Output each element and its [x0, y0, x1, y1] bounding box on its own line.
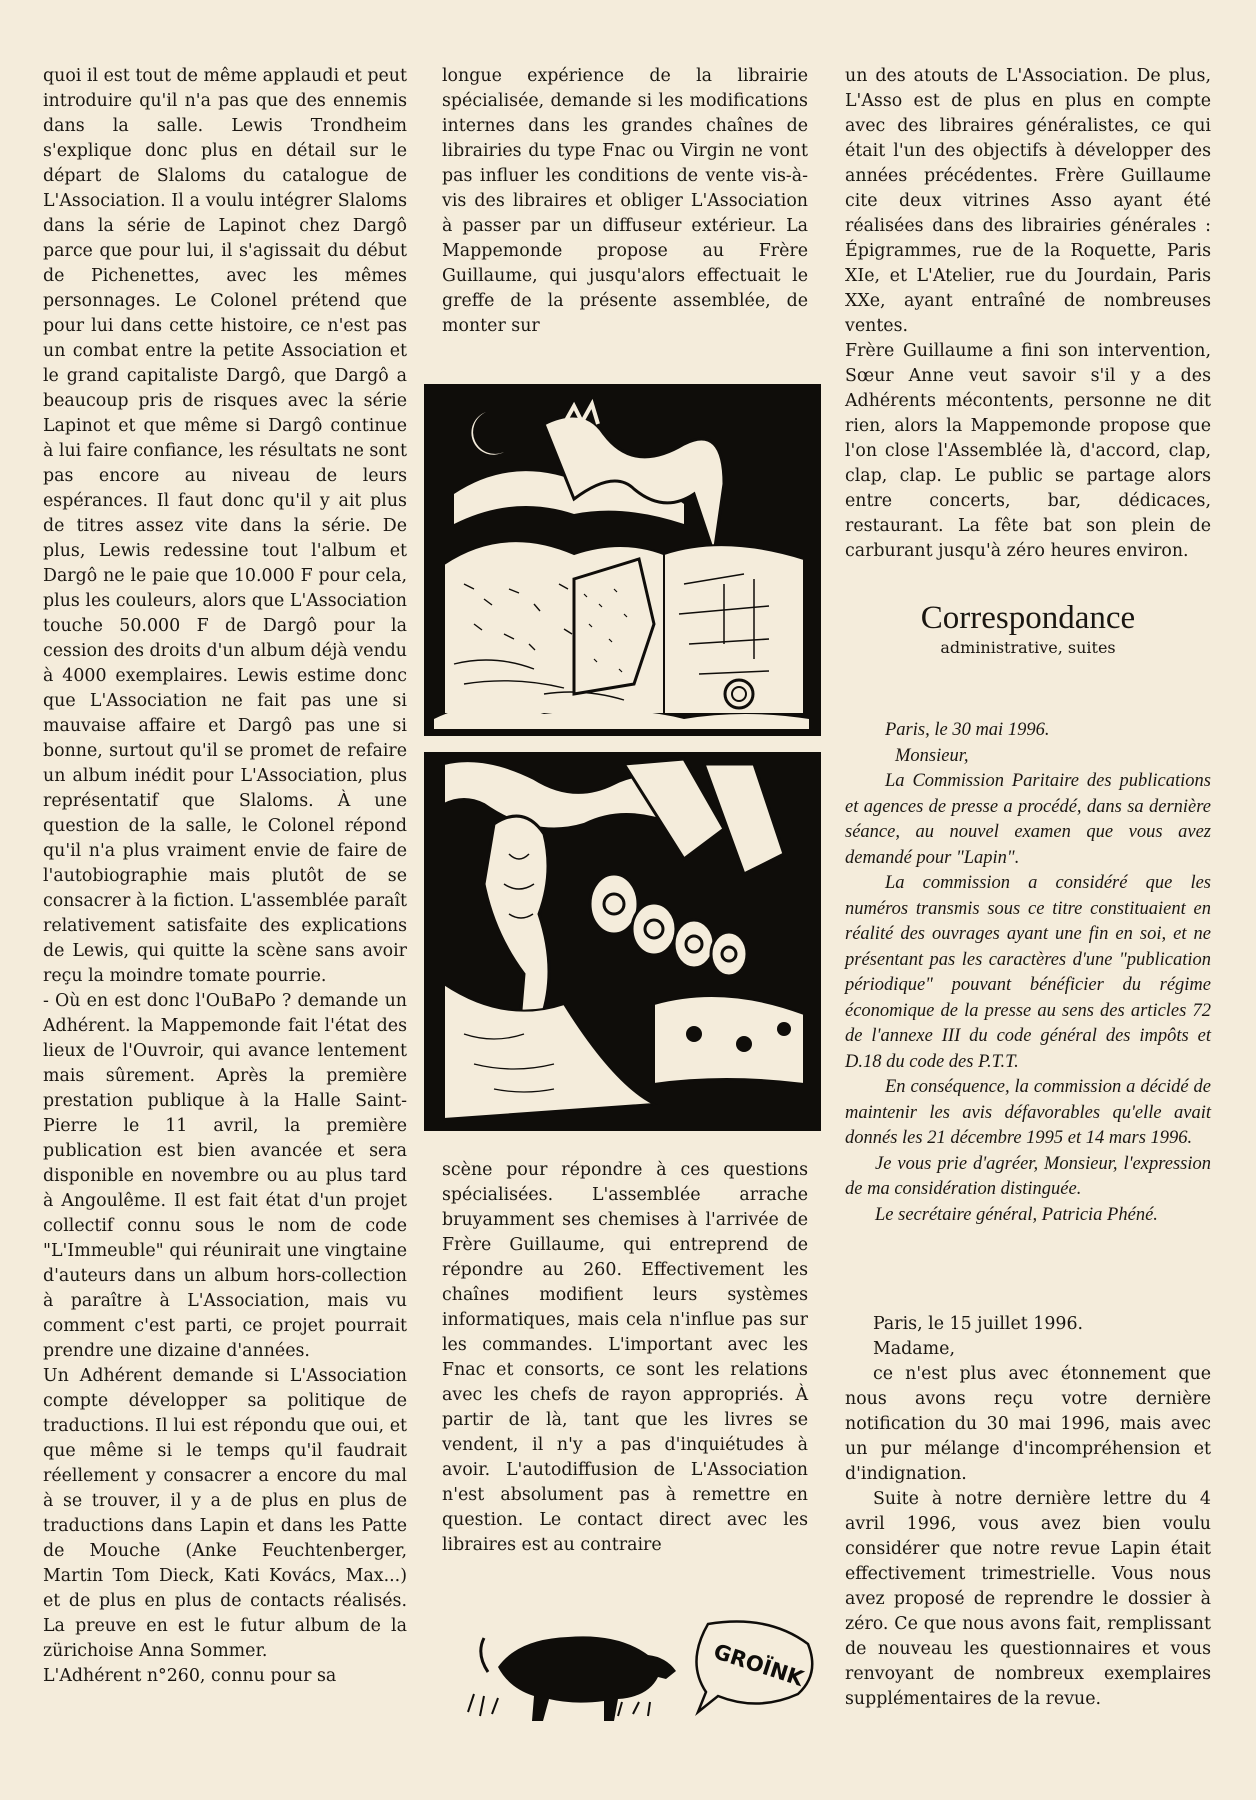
section-heading [845, 598, 1211, 658]
letter-signature: Le secrétaire général, Patricia Phéné. [875, 1204, 1158, 1225]
boar-illustration [458, 1612, 823, 1728]
letter-date: Paris, le 30 mai 1996. [885, 720, 1050, 740]
paragraph: quoi il est tout de même applaudi et peut introduire qu'il n'a pas que des ennemis dans la salle. Lewis Trondheim s'explique donc plus en détail sur le départ de Slaloms du catalogue de L'Association. Il a voulu intégrer Slaloms dans la série de Lapinot chez Dargô parce que pour lui, il s'agissait du début de Pichenettes, avec les mêmes personnages. Le Colonel prétend que pour lui dans cette histoire, ce n'est pas un combat entre la petite Association et le grand capitaliste Dargô, que Dargô a beaucoup pris de risques avec la série Lapinot et que même si Dargô continue à lui faire confiance, les résultats ne sont pas encore au niveau de leurs espérances. Il faut donc qu'il y ait plus de titres assez vite dans la série. De plus, Lewis redessine tout l'album et Dargô ne le paie que 10.000 F pour cela, plus les couleurs, alors que L'Association touche 50.000 F de Dargô pour la cession des droits d'un album déjà vendu à 4000 exemplaires. Lewis estime donc que L'Association ne fait pas une si mauvaise affaire et Dargô pas une si bonne, surtout qu'il se promet de refaire un album inédit pour L'Association, plus représentatif que Slaloms. À une question de la salle, le Colonel répond qu'il n'a plus vraiment envie de faire de l'autobiographie mais plutôt de se consacrer à la fiction. L'assemblée paraît relativement satisfaite des explications de Lewis, qui quitte la scène sans avoir reçu la moindre tomate pourrie. [43, 66, 407, 986]
column-1 [43, 64, 407, 1689]
groink-text: GROÏNK [710, 1639, 807, 1691]
letter-date: Paris, le 15 juillet 1996. [873, 1314, 1084, 1334]
column-3-top [845, 64, 1211, 564]
speech-bubble [696, 1622, 812, 1713]
paragraph: ce n'est plus avec étonnement que nous avons reçu votre dernière notification du 30 mai 1996, mais avec un pur mélange d'incompréhension et d'indignation. [845, 1364, 1211, 1484]
column-2-bottom [442, 1158, 808, 1558]
comic-illustration [424, 384, 821, 1131]
paragraph: En conséquence, la commission a décidé de maintenir les avis défavorables qu'elle avait donnés les 21 décembre 1995 et 14 mars 1996. [845, 1077, 1211, 1148]
letter-salutation: Madame, [873, 1339, 955, 1359]
paragraph: scène pour répondre à ces questions spécialisées. L'assemblée arrache bruyamment ses chemises à l'arrivée de Frère Guillaume, qui entreprend de répondre au 260. Effectivement les chaînes modifient leurs systèmes informatiques, mais cela n'influe pas sur les commandes. L'important avec les Fnac et consorts, ce sont les relations avec les chefs de rayon appropriés. À partir de là, tant que les livres se vendent, il n'y a pas d'inquiétudes à avoir. L'autodiffusion de L'Association n'est absolument pas à remettre en question. Le contact direct avec les libraires est au contraire [442, 1160, 808, 1555]
boar-icon [468, 1636, 676, 1721]
letter-salutation: Monsieur, [895, 745, 969, 766]
paragraph: Je vous prie d'agréer, Monsieur, l'expression de ma considération distinguée. [845, 1153, 1211, 1199]
paragraph: Frère Guillaume a fini son intervention, Sœur Anne veut savoir s'il y a des Adhérents mécontents, personne ne dit rien, alors la Mappemonde propose que l'on close l'Assemblée là, d'accord, clap, clap, clap. Le public se partage alors entre concerts, bar, dédicaces, restaurant. La fête bat son plein de carburant jusqu'à zéro heures environ. [845, 341, 1211, 561]
letter-1 [845, 718, 1211, 1228]
section-title: Correspondance [920, 600, 1136, 636]
paragraph: L'Adhérent n°260, connu pour sa [43, 1666, 337, 1686]
paragraph: longue expérience de la librairie spécialisée, demande si les modifications internes dans les grandes chaînes de librairies du type Fnac ou Virgin ne vont pas influer les conditions de vente vis-à-vis des libraires et obliger L'Association à passer par un diffuseur extérieur. La Mappemonde propose au Frère Guillaume, qui jusqu'alors effectuait le greffe de la présente assemblée, de monter sur [442, 66, 808, 336]
paragraph: La Commission Paritaire des publications et agences de presse a procédé, dans sa dernière séance, au nouvel examen que vous avez demandé pour "Lapin". [845, 771, 1211, 868]
paragraph: un des atouts de L'Association. De plus, L'Asso est de plus en plus en compte avec des libraires généralistes, ce qui était l'un des objectifs à développer des années précédentes. Frère Guillaume cite deux vitrines Asso ayant été réalisées dans des librairies générales : Épigrammes, rue de la Roquette, Paris XIe, et L'Atelier, rue du Jourdain, Paris XXe, ayant entraîné de nombreuses ventes. [845, 66, 1211, 336]
column-2-top [442, 64, 808, 339]
paragraph: Un Adhérent demande si L'Association compte développer sa politique de traductions. Il lui est répondu que oui, et que même si le temps qu'il faudrait réellement y consacrer a encore du mal à se trouver, il y a de plus en plus de traductions dans Lapin et dans les Patte de Mouche (Anke Feuchtenberger, Martin Tom Dieck, Kati Kovács, Max...) et de plus en plus de contacts réalisés. La preuve en est le futur album de la zürichoise Anna Sommer. [43, 1366, 407, 1661]
section-subtitle: administrative, suites [940, 638, 1116, 657]
paragraph: Suite à notre dernière lettre du 4 avril 1996, vous avez bien voulu considérer que notre revue Lapin était effectivement trimestrielle. Vous nous avez proposé de reprendre le dossier à zéro. Ce que nous avons fait, remplissant de nouveau les questionnaires et vous renvoyant de nombreux exemplaires supplémentaires de la revue. [845, 1489, 1211, 1709]
paragraph: - Où en est donc l'OuBaPo ? demande un Adhérent. la Mappemonde fait l'état des lieux de l'Ouvroir, qui avance lentement mais sûrement. Après la première prestation publique à la Halle Saint-Pierre le 11 avril, la première publication est bien avancée et sera disponible en novembre ou au plus tard à Angoulême. Il est fait état d'un projet collectif connu sous le nom de code "L'Immeuble" qui réunirait une vingtaine d'auteurs dans un album hors-collection à paraître à L'Association, mais vu comment c'est parti, ce projet pourrait prendre une dizaine d'années. [43, 991, 407, 1361]
letter-2 [845, 1312, 1211, 1712]
paragraph: La commission a considéré que les numéros transmis sous ce titre constituaient en réalité des ouvrages ayant une fin en soi, et ne présentant pas les caractères d'une "publication périodique" pouvant bénéficier du régime économique de la presse au sens des articles 72 de l'annexe III du code général des impôts et D.18 du code des P.T.T. [845, 873, 1211, 1072]
